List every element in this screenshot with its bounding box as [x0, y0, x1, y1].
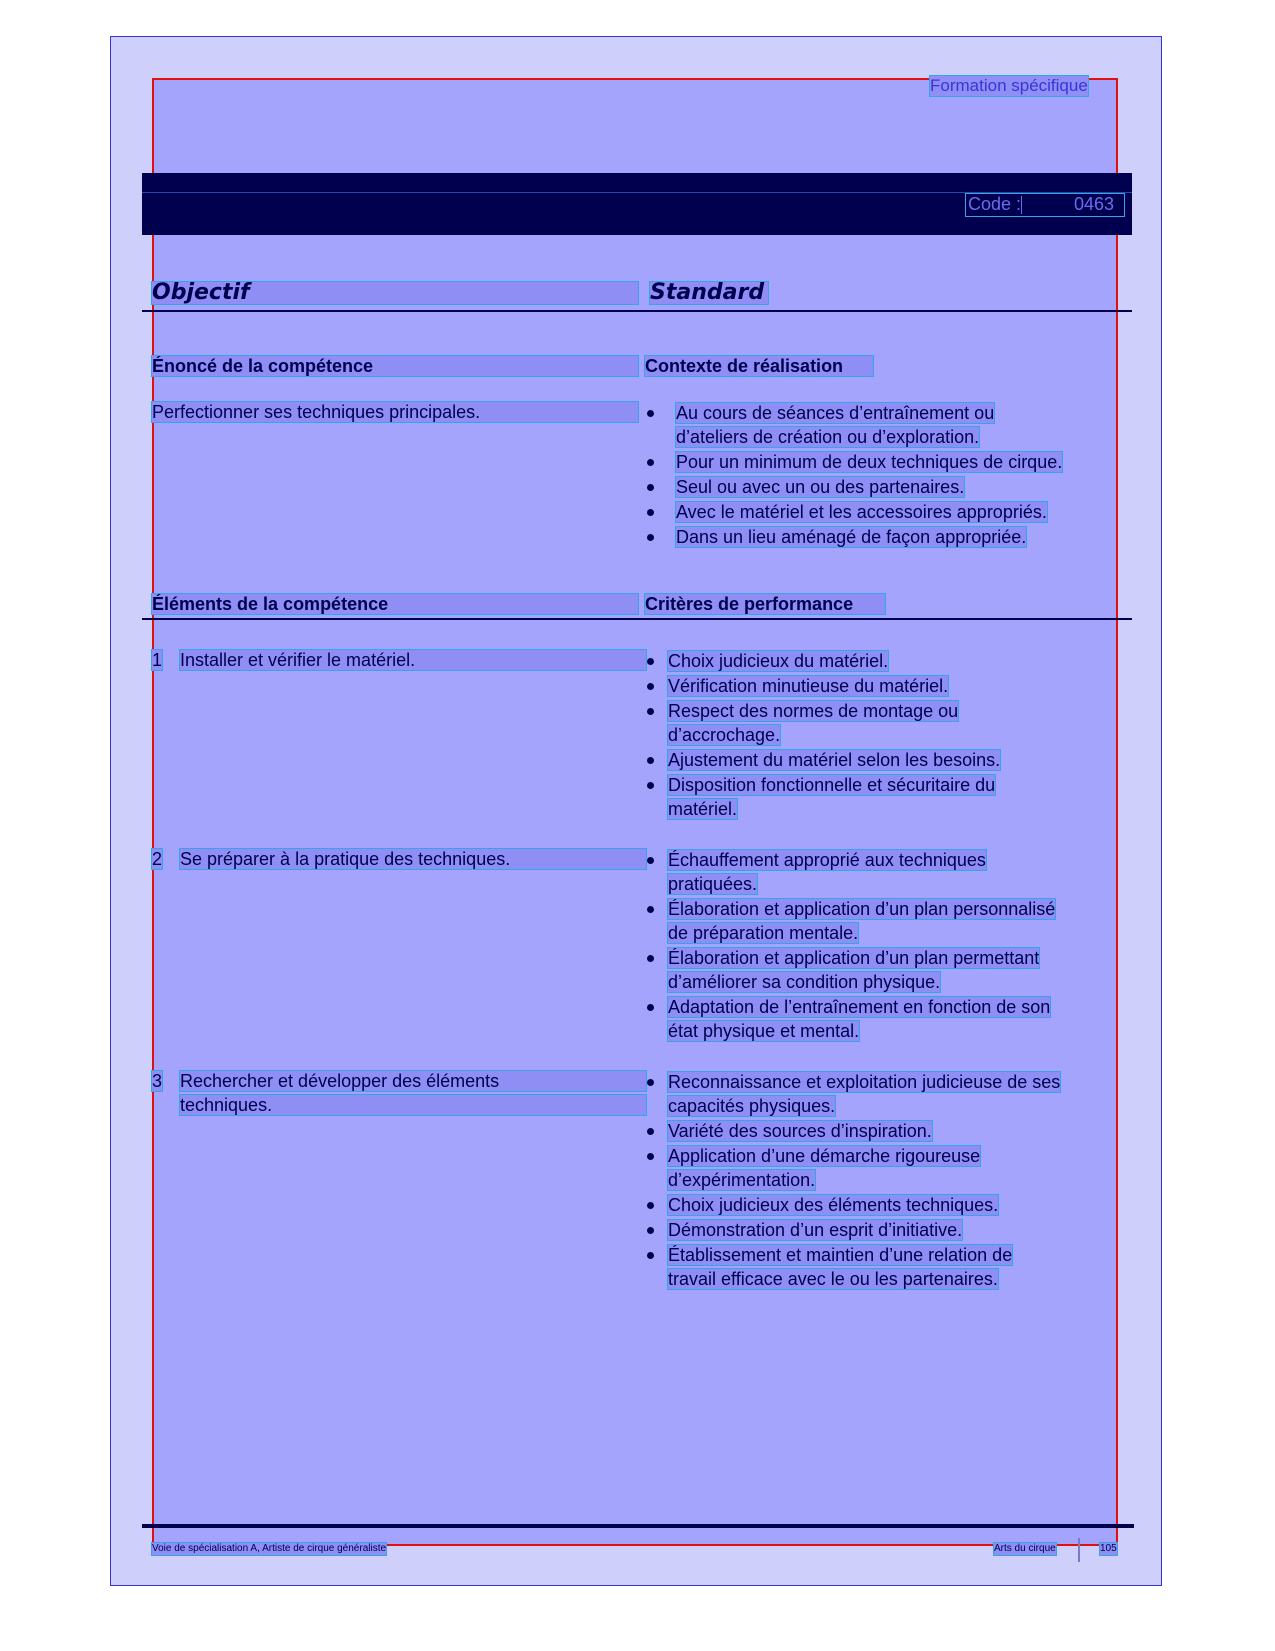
- criteria-bullet: [647, 1079, 654, 1086]
- criteria-item: d’expérimentation.: [668, 1170, 816, 1190]
- criteria-bullet: [647, 1202, 654, 1209]
- criteria-bullet: [647, 955, 654, 962]
- program-label: Formation spécifique: [930, 76, 1088, 95]
- standard-heading: Standard: [650, 282, 768, 304]
- footer-right: Arts du cirque: [994, 1543, 1056, 1554]
- context-label: Contexte de réalisation: [645, 356, 873, 376]
- statement-label: Énoncé de la compétence: [152, 356, 638, 376]
- criteria-item: de préparation mentale.: [668, 923, 859, 943]
- code-value: 0463: [1074, 194, 1115, 214]
- page-number: 105: [1100, 1543, 1117, 1554]
- context-bullet: [647, 534, 654, 541]
- context-bullet: [647, 509, 654, 516]
- criteria-item: Ajustement du matériel selon les besoins.: [668, 750, 1001, 770]
- criteria-item: Vérification minutieuse du matériel.: [668, 676, 949, 696]
- code-label: Code :: [968, 194, 1022, 214]
- context-item: d’ateliers de création ou d’exploration.: [676, 427, 980, 447]
- footer-separator: [1078, 1538, 1080, 1562]
- code-separator: [1021, 196, 1022, 214]
- criteria-bullet: [647, 906, 654, 913]
- element-number: 3: [152, 1071, 163, 1091]
- criteria-bullet: [647, 857, 654, 864]
- criteria-item: Reconnaissance et exploitation judicieuse de ses: [668, 1072, 1061, 1092]
- criteria-item: Disposition fonctionnelle et sécuritaire du: [668, 775, 996, 795]
- criteria-item: Démonstration d’un esprit d’initiative.: [668, 1220, 963, 1240]
- banner-divider: [142, 192, 1132, 193]
- context-item: Seul ou avec un ou des partenaires.: [676, 477, 965, 497]
- criteria-item: Élaboration et application d’un plan permettant: [668, 948, 1040, 968]
- elements-rule: [142, 618, 1132, 620]
- criteria-item: état physique et mental.: [668, 1021, 860, 1041]
- context-item: Avec le matériel et les accessoires appropriés.: [676, 502, 1047, 522]
- criteria-item: Établissement et maintien d’une relation de: [668, 1245, 1013, 1265]
- criteria-item: Adaptation de l’entraînement en fonction de son: [668, 997, 1051, 1017]
- criteria-item: pratiquées.: [668, 874, 758, 894]
- criteria-item: matériel.: [668, 799, 738, 819]
- element-text: Installer et vérifier le matériel.: [180, 650, 646, 670]
- criteria-bullet: [647, 708, 654, 715]
- criteria-bullet: [647, 1004, 654, 1011]
- criteria-bullet: [647, 782, 654, 789]
- criteria-item: Élaboration et application d’un plan personnalisé: [668, 899, 1056, 919]
- context-item: Pour un minimum de deux techniques de cirque.: [676, 452, 1063, 472]
- context-bullet: [647, 484, 654, 491]
- element-text: techniques.: [180, 1095, 646, 1115]
- criteria-item: travail efficace avec le ou les partenaires.: [668, 1269, 998, 1289]
- element-number: 2: [152, 849, 163, 869]
- footer-left: Voie de spécialisation A, Artiste de cirque généraliste: [152, 1543, 387, 1554]
- criteria-item: Respect des normes de montage ou: [668, 701, 959, 721]
- criteria-item: Choix judicieux du matériel.: [668, 651, 889, 671]
- criteria-bullet: [647, 757, 654, 764]
- criteria-item: capacités physiques.: [668, 1096, 836, 1116]
- context-bullet: [647, 410, 654, 417]
- criteria-item: Choix judicieux des éléments techniques.: [668, 1195, 999, 1215]
- criteria-bullet: [647, 1227, 654, 1234]
- context-item: Dans un lieu aménagé de façon appropriée.: [676, 527, 1027, 547]
- elements-label: Éléments de la compétence: [152, 594, 638, 614]
- criteria-item: d’améliorer sa condition physique.: [668, 972, 941, 992]
- objective-heading: Objectif: [152, 282, 638, 304]
- criteria-item: d’accrochage.: [668, 725, 781, 745]
- criteria-bullet: [647, 1153, 654, 1160]
- statement-text: Perfectionner ses techniques principales.: [152, 402, 638, 422]
- heading-rule: [142, 310, 1132, 312]
- criteria-bullet: [647, 658, 654, 665]
- footer-rule: [142, 1524, 1134, 1528]
- criteria-item: Variété des sources d’inspiration.: [668, 1121, 932, 1141]
- criteria-bullet: [647, 1128, 654, 1135]
- element-text: Rechercher et développer des éléments: [180, 1071, 646, 1091]
- criteria-bullet: [647, 683, 654, 690]
- context-bullet: [647, 459, 654, 466]
- element-number: 1: [152, 650, 163, 670]
- criteria-label: Critères de performance: [645, 594, 885, 614]
- criteria-item: Échauffement approprié aux techniques: [668, 850, 986, 870]
- context-item: Au cours de séances d’entraînement ou: [676, 403, 995, 423]
- element-text: Se préparer à la pratique des techniques.: [180, 849, 646, 869]
- criteria-bullet: [647, 1252, 654, 1259]
- criteria-item: Application d’une démarche rigoureuse: [668, 1146, 981, 1166]
